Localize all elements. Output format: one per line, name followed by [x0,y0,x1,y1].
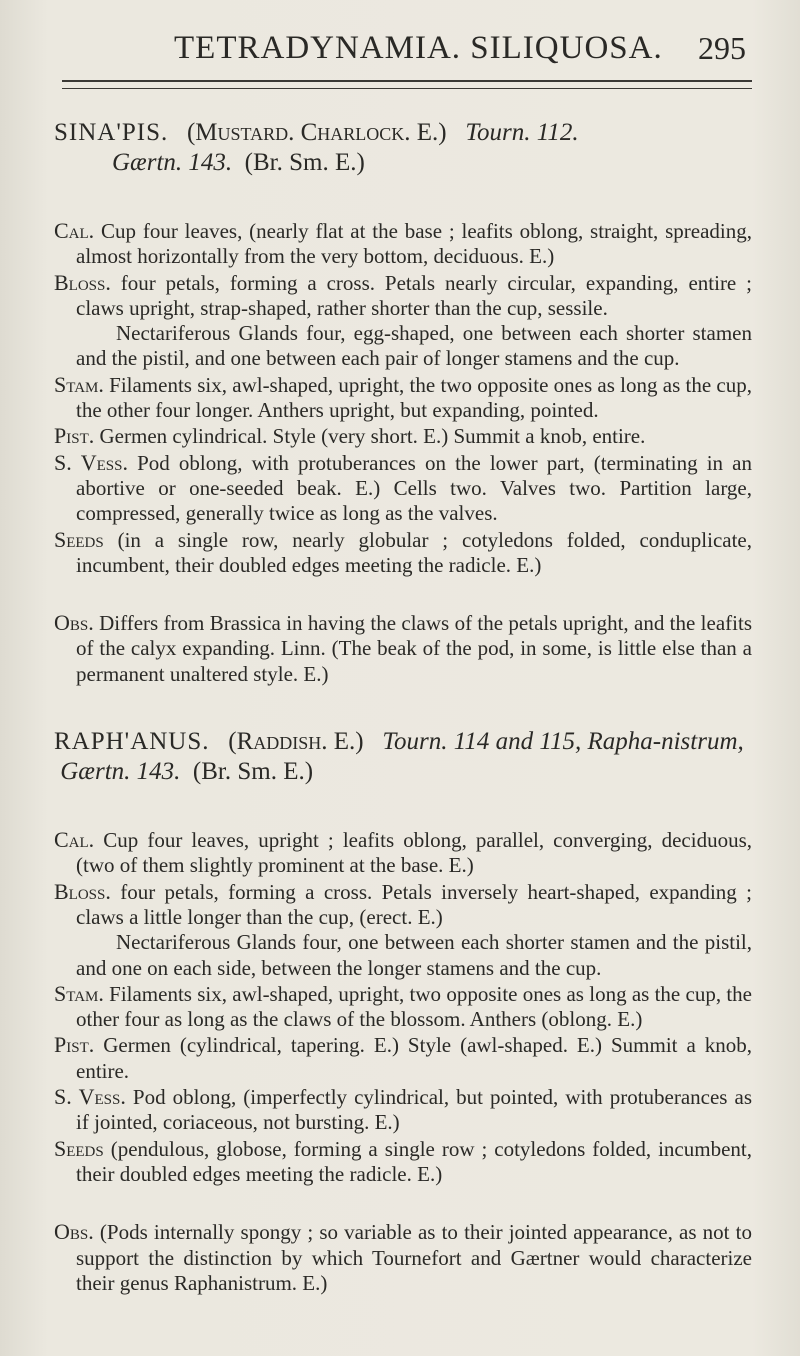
observation-entry [54,1219,752,1296]
spacer [54,787,752,827]
entry-label: Seeds [54,1135,104,1161]
entry-label: S. Vess. [54,1084,126,1110]
genus-heading-raphanus [54,727,752,787]
entry-label: Obs. [54,1219,94,1245]
entry-label: Bloss. [54,269,111,295]
stamens-entry [54,372,752,424]
entry-text: (in a single row, nearly globular ; cotyledons folded, conduplicate, incumbent, their doubled edges meeting the radicle. E.) [76,527,753,577]
entry-label: Cal. [54,218,95,243]
calyx-entry [54,218,752,270]
header-rule [62,80,752,89]
seeds-entry [54,527,752,579]
entry-text: Pod oblong, with protuberances on the lower part, (terminating in an abortive or one-seeded beak. E.) Cells two. Valves two. Partition large, compressed, generally twice as long as the valves. [76,450,752,526]
entry-label: Pist. [54,1032,95,1058]
genus-heading-sinapis [54,118,752,178]
entry-label: Obs. [54,610,94,636]
tournefort-ref: Tourn. 112. [465,119,579,146]
entry-text: Germen cylindrical. Style (very short. E.) Summit a knob, entire. [99,424,646,449]
entry-label: Seeds [54,526,104,552]
spacer [54,1187,752,1211]
genus-name: RAPH'ANUS. [54,728,210,756]
spacer [54,687,752,727]
seed-vessel-entry [54,1084,752,1136]
entry-text: four petals, forming a cross. Petals nearly circular, expanding, entire ; claws upright, strap-shaped, rather shorter than the cup, sessile. [76,270,752,320]
nectary-entry: Nectariferous Glands four, egg-shaped, one between each shorter stamen and the pistil, and one between each pair of longer stamens and the cup. [76,321,752,371]
entry-text: Filaments six, awl-shaped, upright, the two opposite ones as long as the cup, the other four longer. Anthers upright, but expanding, pointed. [76,372,752,423]
gaertner-ref: Gærtn. 143. [60,758,181,786]
entry-text: Filaments six, awl-shaped, upright, two opposite ones as long as the cup, the other four as long as the claws of the blossom. Anthers (oblong. E.) [76,981,752,1032]
calyx-entry [54,827,752,879]
entry-text: Pod oblong, (imperfectly cylindrical, but pointed, with protuberances as if jointed, coriaceous, not bursting. E.) [76,1085,753,1135]
spacer [54,178,752,218]
entry-text: (Pods internally spongy ; so variable as to their jointed appearance, as not to support the distinction by which Tournefort and Gærtner would characterize their genus Raphanistrum. E.) [76,1220,752,1295]
stamens-entry [54,981,752,1033]
tournefort-ref: Tourn. 114 and 115, Rapha-nistrum, [382,728,744,756]
blossom-entry [54,879,752,931]
gaertner-ref: Gærtn. 143. [112,149,233,176]
seeds-entry [54,1136,752,1188]
entry-text: four petals, forming a cross. Petals inversely heart-shaped, expanding ; claws a little longer than the cup, (erect. E.) [76,879,752,929]
entry-label: Bloss. [54,878,111,904]
nectary-entry: Nectariferous Glands four, one between each shorter stamen and the pistil, and one on each side, between the longer stamens and the cup. [76,930,752,980]
genus-name: SINA'PIS. [54,119,169,146]
entry-text: (pendulous, globose, forming a single row ; cotyledons folded, incumbent, their doubled edges meeting the radicle. E.) [76,1136,752,1186]
spacer [54,578,752,602]
entry-label: Pist. [54,423,95,449]
pistil-entry [54,423,752,449]
entry-text: Differs from Brassica in having the claws of the petals upright, and the leafits of the calyx expanding. Linn. (The beak of the pod, in some, is little else than a permanent unaltered style. E.) [76,611,752,686]
blossom-entry [54,270,752,322]
pistil-entry [54,1032,752,1084]
entry-label: Cal. [54,827,95,853]
entry-text: Cup four leaves, upright ; leafits oblong, parallel, converging, deciduous, (two of them slightly prominent at the base. E.) [76,828,752,878]
entry-label: Stam. [54,980,104,1006]
entry-label: S. Vess. [54,449,128,475]
observation-entry [54,610,752,687]
common-name: (Mustard. Charlock. E.) [186,119,447,146]
seed-vessel-entry [54,450,752,527]
common-name: (Raddish. E.) [228,728,364,756]
other-ref: (Br. Sm. E.) [192,758,314,786]
running-title: TETRADYNAMIA. SILIQUOSA. [174,30,663,66]
running-header [54,0,752,86]
other-ref: (Br. Sm. E.) [244,149,365,176]
page-number: 295 [698,30,746,66]
entry-text: Germen (cylindrical, tapering. E.) Style (awl-shaped. E.) Summit a knob, entire. [76,1033,753,1083]
entry-label: Stam. [54,371,104,397]
entry-text: Cup four leaves, (nearly flat at the base ; leafits oblong, straight, spreading, almost horizontally from the very bottom, deciduous. E.) [76,219,752,269]
